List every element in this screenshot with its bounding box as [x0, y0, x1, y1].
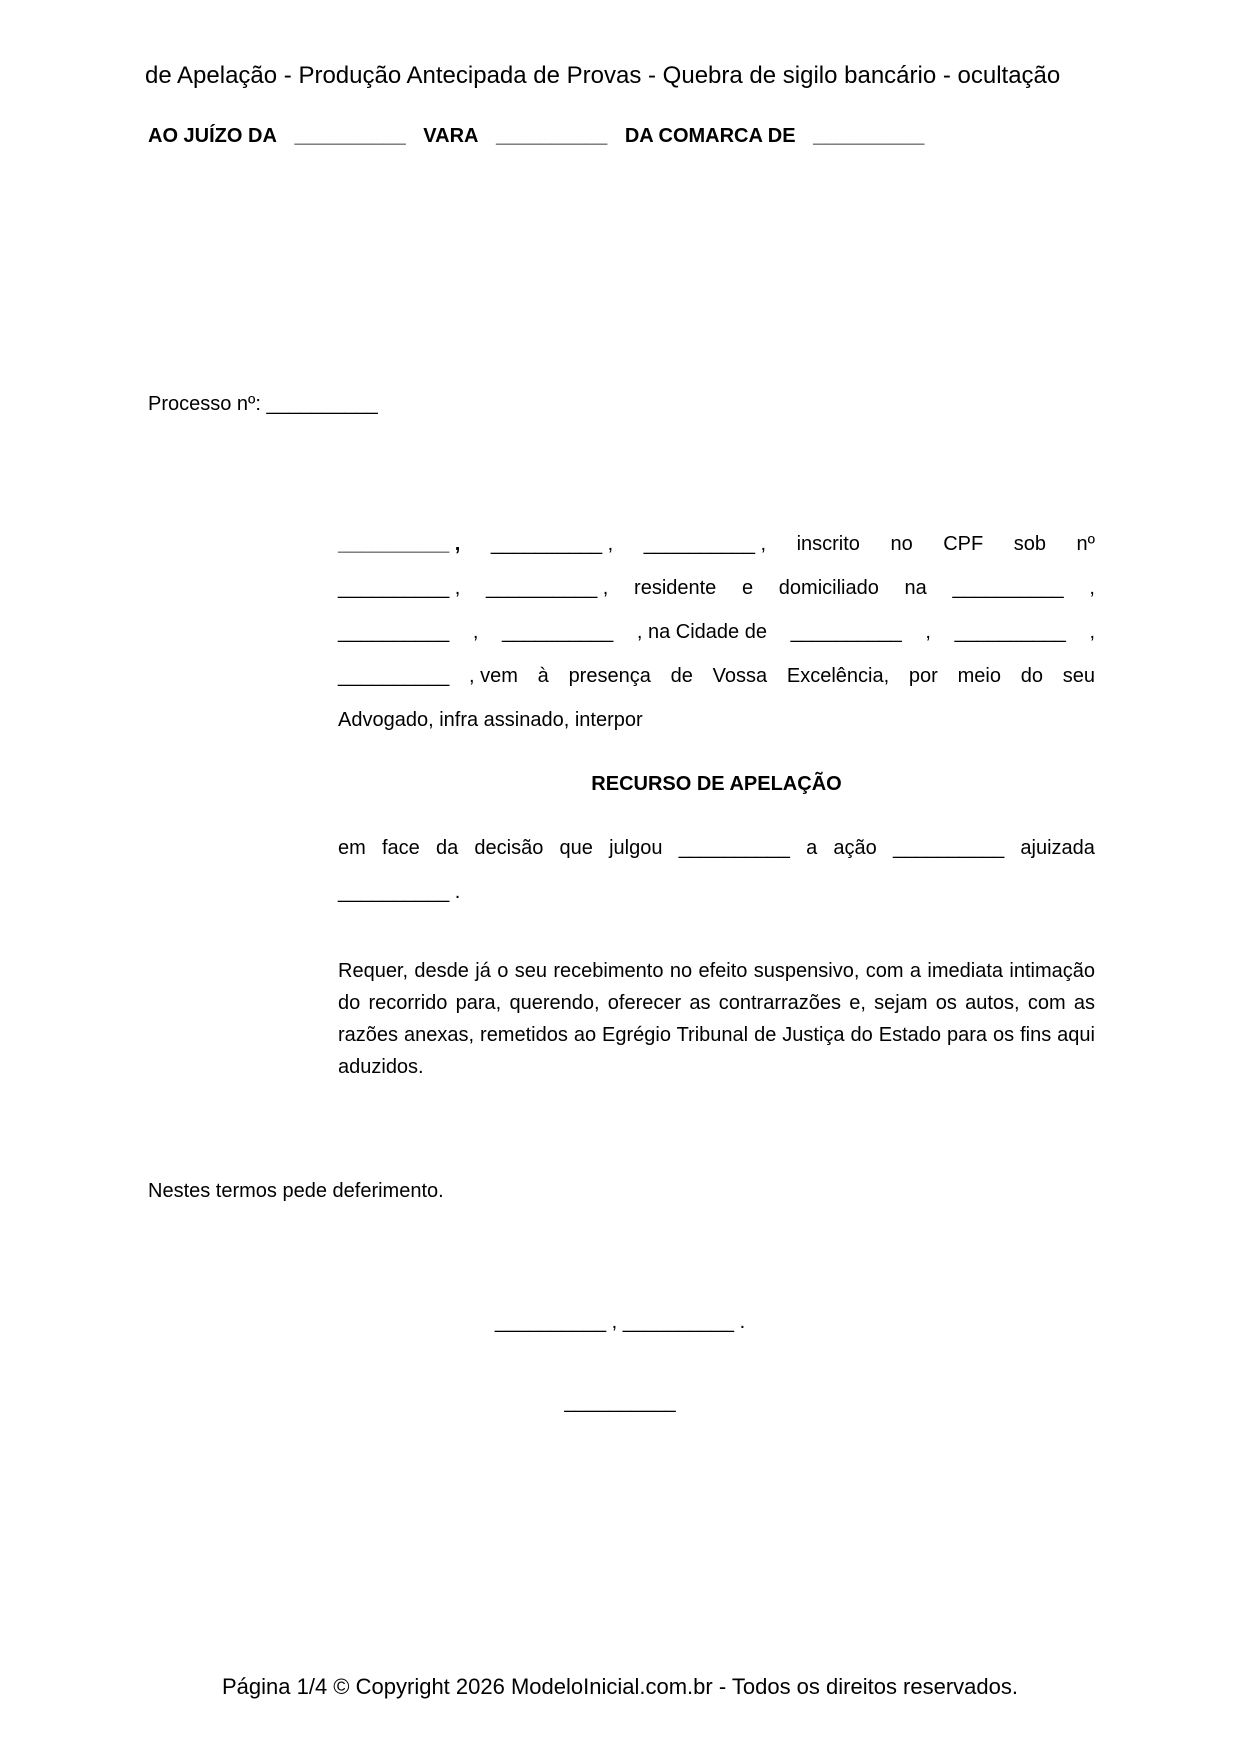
addressee-line — [148, 122, 936, 150]
word: a — [806, 837, 818, 859]
closing-text: Nestes termos pede deferimento. — [148, 1180, 444, 1202]
word: inscrito — [796, 533, 860, 555]
party-qualification — [338, 522, 1095, 742]
word: Vossa — [712, 665, 768, 687]
word: , — [1089, 621, 1095, 643]
signature-line: __________ — [564, 1391, 676, 1413]
word: __________ , — [643, 533, 767, 555]
addressee-part-2: VARA — [423, 125, 479, 147]
word: __________ , — [338, 577, 461, 599]
word: presença — [568, 665, 651, 687]
process-number-blank: __________ — [266, 393, 378, 415]
word: , na Cidade de — [636, 621, 767, 643]
word: no — [890, 533, 913, 555]
word: do — [1020, 665, 1043, 687]
word: meio — [957, 665, 1001, 687]
running-title: de Apelação - Produção Antecipada de Provas - Quebra de sigilo bancário - ocultação — [145, 62, 1061, 89]
word: sob — [1013, 533, 1046, 555]
word: __________ — [678, 837, 790, 859]
word: domiciliado — [778, 577, 879, 599]
word: __________ — [892, 837, 1005, 859]
word: , — [925, 621, 931, 643]
document-title: RECURSO DE APELAÇÃO — [591, 773, 842, 795]
word: CPF — [943, 533, 984, 555]
decision-line-1 — [338, 826, 1095, 870]
word: julgou — [609, 837, 663, 859]
word: __________ — [790, 621, 902, 643]
word: ação — [833, 837, 877, 859]
party-line-2 — [338, 566, 1095, 610]
decision-paragraph — [338, 826, 1095, 914]
party-line-3 — [338, 610, 1095, 654]
party-line-1 — [338, 522, 1095, 566]
word: __________ — [338, 621, 450, 643]
party-line-5 — [338, 698, 1095, 742]
word: Advogado, infra assinado, interpor — [338, 709, 643, 731]
process-label: Processo nº: — [148, 393, 261, 415]
word: em — [338, 837, 366, 859]
word: à — [537, 665, 549, 687]
word: __________ — [954, 621, 1066, 643]
decision-line-2 — [338, 870, 1095, 914]
word: __________ . — [338, 881, 461, 903]
word: residente — [634, 577, 717, 599]
word: da — [435, 837, 459, 859]
word: nº — [1076, 533, 1095, 555]
addressee-blank-1: __________ — [294, 125, 406, 147]
addressee-blank-3: __________ — [813, 125, 925, 147]
word: __________ — [502, 621, 614, 643]
place-date-line: __________ , __________ . — [494, 1311, 746, 1333]
word: Excelência, — [786, 665, 890, 687]
addressee-blank-2: __________ — [496, 125, 608, 147]
word: decisão — [474, 837, 544, 859]
word: , vem — [469, 665, 518, 687]
word: , — [472, 621, 479, 643]
word: __________ — [952, 577, 1064, 599]
process-number-line — [148, 390, 378, 418]
word: __________ , — [490, 533, 614, 555]
word: na — [904, 577, 927, 599]
word: , — [1089, 577, 1095, 599]
party-name-blank: __________ , — [338, 533, 461, 555]
word: face — [381, 837, 420, 859]
page-footer: Página 1/4 © Copyright 2026 ModeloInicial.com.br - Todos os direitos reservados. — [222, 1674, 1018, 1699]
word: por — [908, 665, 938, 687]
word: de — [670, 665, 693, 687]
request-paragraph: Requer, desde já o seu recebimento no efeito suspensivo, com a imediata intimação do recorrido para, querendo, oferecer as contrarrazões e, sejam os autos, com as razões anexas, remetidos ao Egrégio Tribunal de Justiça do Estado para os fins aqui aduzidos. — [338, 960, 1095, 1078]
addressee-part-3: DA COMARCA DE — [624, 125, 796, 147]
word: e — [741, 577, 754, 599]
word: __________ — [338, 665, 450, 687]
word: ajuizada — [1020, 837, 1095, 859]
party-line-4 — [338, 654, 1095, 698]
word: que — [559, 837, 593, 859]
word: __________ , — [486, 577, 609, 599]
addressee-part-1: AO JUÍZO DA — [148, 125, 277, 147]
word: seu — [1062, 665, 1095, 687]
